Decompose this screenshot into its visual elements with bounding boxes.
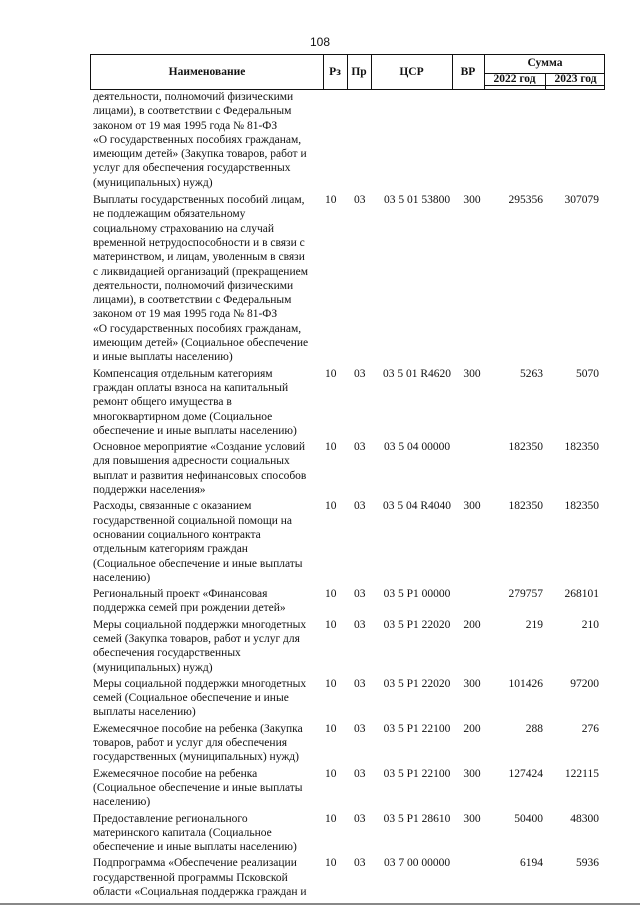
cell-rz: 10: [325, 857, 337, 870]
cell-sum-2022: 279757: [508, 588, 543, 601]
cell-pr: 03: [354, 767, 366, 780]
row-name-line: Выплаты государственных пособий лицам,: [93, 194, 305, 207]
row-name-line: Ежемесячное пособие на ребенка (Закупка: [93, 722, 303, 735]
cell-rz: 10: [325, 367, 337, 380]
table-row: [90, 499, 605, 585]
table-row: [90, 767, 605, 810]
table-row: [90, 193, 605, 365]
header-vr: ВР: [460, 66, 476, 78]
cell-sum-2022: 182350: [508, 441, 543, 454]
cell-vr: 300: [463, 194, 481, 207]
cell-vr: 300: [463, 367, 481, 380]
row-name-line: выплат и развития нефинансовых способов: [93, 469, 307, 482]
cell-vr: 300: [463, 767, 481, 780]
row-name-line: Основное мероприятие «Создание условий: [93, 441, 305, 454]
cell-csr: 03 5 04 R4040: [382, 500, 452, 513]
cell-rz: 10: [325, 441, 337, 454]
header-sum: Сумма: [527, 57, 563, 69]
row-name-line: имеющим детей» (Закупка товаров, работ и: [93, 148, 307, 161]
row-name-line: материнством, и лицам, уволенным в связи: [93, 251, 305, 264]
row-name-line: Подпрограмма «Обеспечение реализации: [93, 857, 297, 870]
cell-sum-2023: 5936: [576, 857, 599, 870]
row-name-line: материнского капитала (Социальное: [93, 826, 272, 839]
row-name-line: обеспечения государственных: [93, 647, 241, 660]
row-name-line: товаров, работ и услуг для обеспечения: [93, 737, 288, 750]
cell-pr: 03: [354, 588, 366, 601]
cell-rz: 10: [325, 618, 337, 631]
row-name: [90, 90, 320, 190]
cell-vr: 300: [463, 812, 481, 825]
row-name-line: государственных (муниципальных) нужд): [93, 751, 299, 764]
row-name-line: деятельности, полномочий физическими: [93, 91, 294, 103]
cell-pr: 03: [354, 677, 366, 690]
cell-sum-2022: 5263: [520, 367, 543, 380]
row-name: [90, 856, 320, 899]
table-row: [90, 722, 605, 765]
cell-rz: 10: [325, 722, 337, 735]
cell-sum-2022: 101426: [508, 677, 543, 690]
row-name-line: имеющим детей» (Социальное обеспечение: [93, 337, 309, 350]
row-name-line: основании социального контракта: [93, 528, 261, 541]
row-name-line: «О государственных пособиях гражданам,: [93, 322, 302, 335]
cell-rz: 10: [325, 500, 337, 513]
cell-sum-2023: 182350: [564, 441, 599, 454]
row-name-line: обеспечение и иные выплаты населению): [93, 841, 297, 854]
cell-pr: 03: [354, 618, 366, 631]
cell-rz: 10: [325, 194, 337, 207]
row-name-line: населению): [93, 571, 151, 584]
row-name-line: социальному страхованию на случай: [93, 222, 275, 235]
row-name: [90, 367, 320, 438]
row-name-line: и иные выплаты населению): [93, 351, 233, 364]
cell-sum-2023: 122115: [564, 767, 599, 780]
row-name-line: деятельности, полномочий физическими: [93, 279, 294, 292]
cell-sum-2022: 288: [525, 722, 543, 735]
cell-rz: 10: [325, 812, 337, 825]
cell-pr: 03: [354, 367, 366, 380]
cell-csr: 03 5 04 00000: [383, 441, 451, 454]
cell-rz: 10: [325, 677, 337, 690]
cell-sum-2022: 50400: [514, 812, 543, 825]
cell-pr: 03: [354, 857, 366, 870]
cell-sum-2023: 307079: [564, 194, 599, 207]
table-row: [90, 812, 605, 855]
cell-sum-2023: 97200: [570, 677, 599, 690]
cell-rz: 10: [325, 767, 337, 780]
cell-pr: 03: [354, 812, 366, 825]
page-number: 108: [309, 35, 331, 49]
row-name-line: (муниципальных) нужд): [93, 661, 213, 674]
cell-vr: 200: [463, 722, 481, 735]
cell-csr: 03 5 P1 00000: [383, 588, 451, 601]
cell-csr: 03 5 P1 22020: [383, 677, 451, 690]
header-2023: 2023 год: [554, 73, 597, 85]
row-name-line: Ежемесячное пособие на ребенка: [93, 767, 258, 780]
row-name: [90, 722, 320, 765]
row-name-line: не подлежащим обязательному: [93, 208, 246, 221]
row-name-line: обеспечение и иные выплаты населению): [93, 424, 297, 437]
row-name-line: Предоставление регионального: [93, 812, 248, 825]
cell-vr: 200: [463, 618, 481, 631]
row-name-line: лицами), в соответствии с Федеральным: [93, 294, 292, 307]
row-name: [90, 499, 320, 585]
row-name-line: отдельным категориям граждан: [93, 543, 248, 556]
row-name: [90, 812, 320, 855]
header-csr: ЦСР: [399, 66, 424, 78]
row-name-line: семей (Социальное обеспечение и иные: [93, 692, 289, 705]
table-row: [90, 367, 605, 438]
row-name-line: с ликвидацией организаций (прекращением: [93, 265, 308, 278]
row-name-line: Меры социальной поддержки многодетных: [93, 618, 307, 631]
row-name: [90, 767, 320, 810]
row-name-line: (муниципальных) нужд): [93, 176, 213, 189]
cell-csr: 03 5 P1 28610: [383, 812, 451, 825]
table-row: [90, 90, 605, 190]
header-name: Наименование: [168, 66, 246, 78]
table-row: [90, 856, 605, 899]
cell-sum-2022: 127424: [508, 767, 543, 780]
table-row: [90, 677, 605, 720]
row-name-line: лицами), в соответствии с Федеральным: [93, 105, 292, 118]
cell-vr: 300: [463, 677, 481, 690]
row-name: [90, 618, 320, 675]
cell-sum-2023: 210: [581, 618, 599, 631]
row-name-line: законом от 19 мая 1995 года № 81-ФЗ: [93, 308, 278, 321]
cell-sum-2023: 276: [581, 722, 599, 735]
row-name-line: выплаты населению): [93, 706, 196, 719]
row-name-line: Меры социальной поддержки многодетных: [93, 677, 307, 690]
header-2022: 2022 год: [493, 73, 536, 85]
row-name-line: поддержка семей при рождении детей»: [93, 602, 286, 615]
row-name-line: семей (Закупка товаров, работ и услуг для: [93, 632, 300, 645]
cell-csr: 03 5 01 53800: [383, 194, 451, 207]
cell-sum-2023: 5070: [576, 367, 599, 380]
cell-csr: 03 5 01 R4620: [382, 367, 452, 380]
row-name-line: поддержки населения»: [93, 484, 206, 497]
row-name-line: законом от 19 мая 1995 года № 81-ФЗ: [93, 119, 278, 132]
cell-pr: 03: [354, 194, 366, 207]
cell-sum-2022: 295356: [508, 194, 543, 207]
row-name-line: Компенсация отдельным категориям: [93, 367, 273, 380]
cell-csr: 03 7 00 00000: [383, 857, 451, 870]
cell-sum-2022: 182350: [508, 500, 543, 513]
row-name-line: временной нетрудоспособности и в связи с: [93, 236, 305, 249]
row-name-line: «О государственных пособиях гражданам,: [93, 133, 302, 146]
table-header: [90, 54, 605, 90]
table-body: [90, 90, 605, 899]
row-name-line: государственной социальной помощи на: [93, 514, 292, 527]
cell-pr: 03: [354, 441, 366, 454]
table-row: [90, 618, 605, 675]
row-name-line: для повышения адресности социальных: [93, 455, 290, 468]
row-name-line: Региональный проект «Финансовая: [93, 588, 268, 601]
cell-sum-2022: 219: [525, 618, 543, 631]
cell-vr: 300: [463, 500, 481, 513]
table-row: [90, 587, 605, 616]
row-name-line: населению): [93, 796, 151, 809]
cell-sum-2023: 182350: [564, 500, 599, 513]
row-name-line: ремонт общего имущества в: [93, 396, 232, 409]
cell-pr: 03: [354, 500, 366, 513]
row-name-line: (Социальное обеспечение и иные выплаты: [93, 557, 303, 570]
row-name-line: многоквартирном доме (Социальное: [93, 410, 273, 423]
table-row: [90, 440, 605, 497]
cell-csr: 03 5 P1 22100: [383, 767, 451, 780]
row-name: [90, 440, 320, 497]
header-divider: [484, 85, 604, 86]
row-name-line: Расходы, связанные с оказанием: [93, 500, 252, 513]
cell-pr: 03: [354, 722, 366, 735]
cell-sum-2023: 268101: [564, 588, 599, 601]
row-name-line: услуг для обеспечения государственных: [93, 162, 291, 175]
row-name: [90, 677, 320, 720]
cell-sum-2023: 48300: [570, 812, 599, 825]
row-name-line: (Социальное обеспечение и иные выплаты: [93, 781, 303, 794]
header-pr: Пр: [351, 66, 367, 78]
row-name-line: граждан оплаты взноса на капитальный: [93, 381, 289, 394]
row-name-line: государственной программы Псковской: [93, 871, 288, 884]
cell-rz: 10: [325, 588, 337, 601]
row-name-line: области «Социальная поддержка граждан и: [93, 886, 307, 899]
cell-sum-2022: 6194: [520, 857, 543, 870]
cell-csr: 03 5 P1 22020: [383, 618, 451, 631]
row-name: [90, 193, 320, 365]
header-rz: Рз: [329, 66, 341, 78]
row-name: [90, 587, 320, 616]
cell-csr: 03 5 P1 22100: [383, 722, 451, 735]
